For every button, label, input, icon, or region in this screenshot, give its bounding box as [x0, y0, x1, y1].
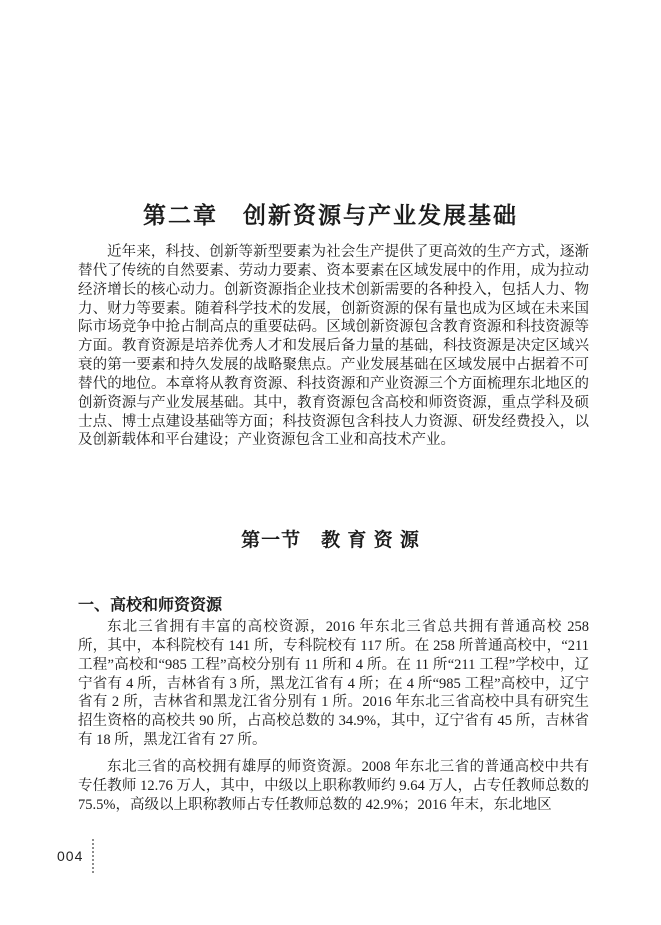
section-title: 第一节 教 育 资 源 — [241, 529, 420, 551]
page-footer — [57, 839, 94, 873]
page-number: 004 — [57, 848, 84, 864]
body-paragraph-teachers: 东北三省的高校拥有雄厚的师资资源。2008 年东北三省的普通高校中共有专任教师 12.76 万人，其中，中级以上职称教师约 9.64 万人，占专任教师总数的 75.5%，高级以上职称教师占专任教师总数的 42.9%；2016 年末，东北地区 — [78, 759, 589, 813]
subsection-title: 一、高校和师资资源 — [78, 597, 223, 614]
chapter-title: 第二章 创新资源与产业发展基础 — [143, 202, 518, 229]
intro-paragraph: 近年来，科技、创新等新型要素为社会生产提供了更高效的生产方式，逐渐替代了传统的自然要素、劳动力要素、资本要素在区域发展中的作用，成为拉动经济增长的核心动力。创新资源指企业技术创新需要的各种投入，包括人力、物力、财力等要素。随着科学技术的发展，创新资源的保有量也成为区域在未来国际市场竞争中抢占制高点的重要砝码。区域创新资源包含教育资源和科技资源等方面。教育资源是培养优秀人才和发展后备力量的基础，科技资源是决定区域兴衰的第一要素和持久发展的战略聚焦点。产业发展基础在区域发展中占据着不可替代的地位。本章将从教育资源、科技资源和产业资源三个方面梳理东北地区的创新资源与产业发展基础。其中，教育资源包含高校和师资资源，重点学科及硕士点、博士点建设基础等方面；科技资源包含科技人力资源、研发经费投入，以及创新载体和平台建设；产业资源包含工业和高技术产业。 — [78, 244, 589, 449]
footer-dotted-rule — [92, 839, 94, 873]
body-paragraph-universities: 东北三省拥有丰富的高校资源，2016 年东北三省总共拥有普通高校 258 所，其中，本科院校有 141 所，专科院校有 117 所。在 258 所普通高校中，“211 工程”高校和“985 工程”高校分别有 11 所和 4 所。在 11 所“211 工程”学校中，辽宁省有 4 所，吉林省有 3 所，黑龙江省有 4 所；在 4 所“985 工程”高校中，辽宁省有 2 所，吉林省和黑龙江省分别有 1 所。2016 年东北三省高校中具有研究生招生资格的高校共 90 所，占高校总数的 34.9%，其中，辽宁省有 45 所，吉林省有 18 所，黑龙江省有 27 所。 — [78, 619, 589, 749]
